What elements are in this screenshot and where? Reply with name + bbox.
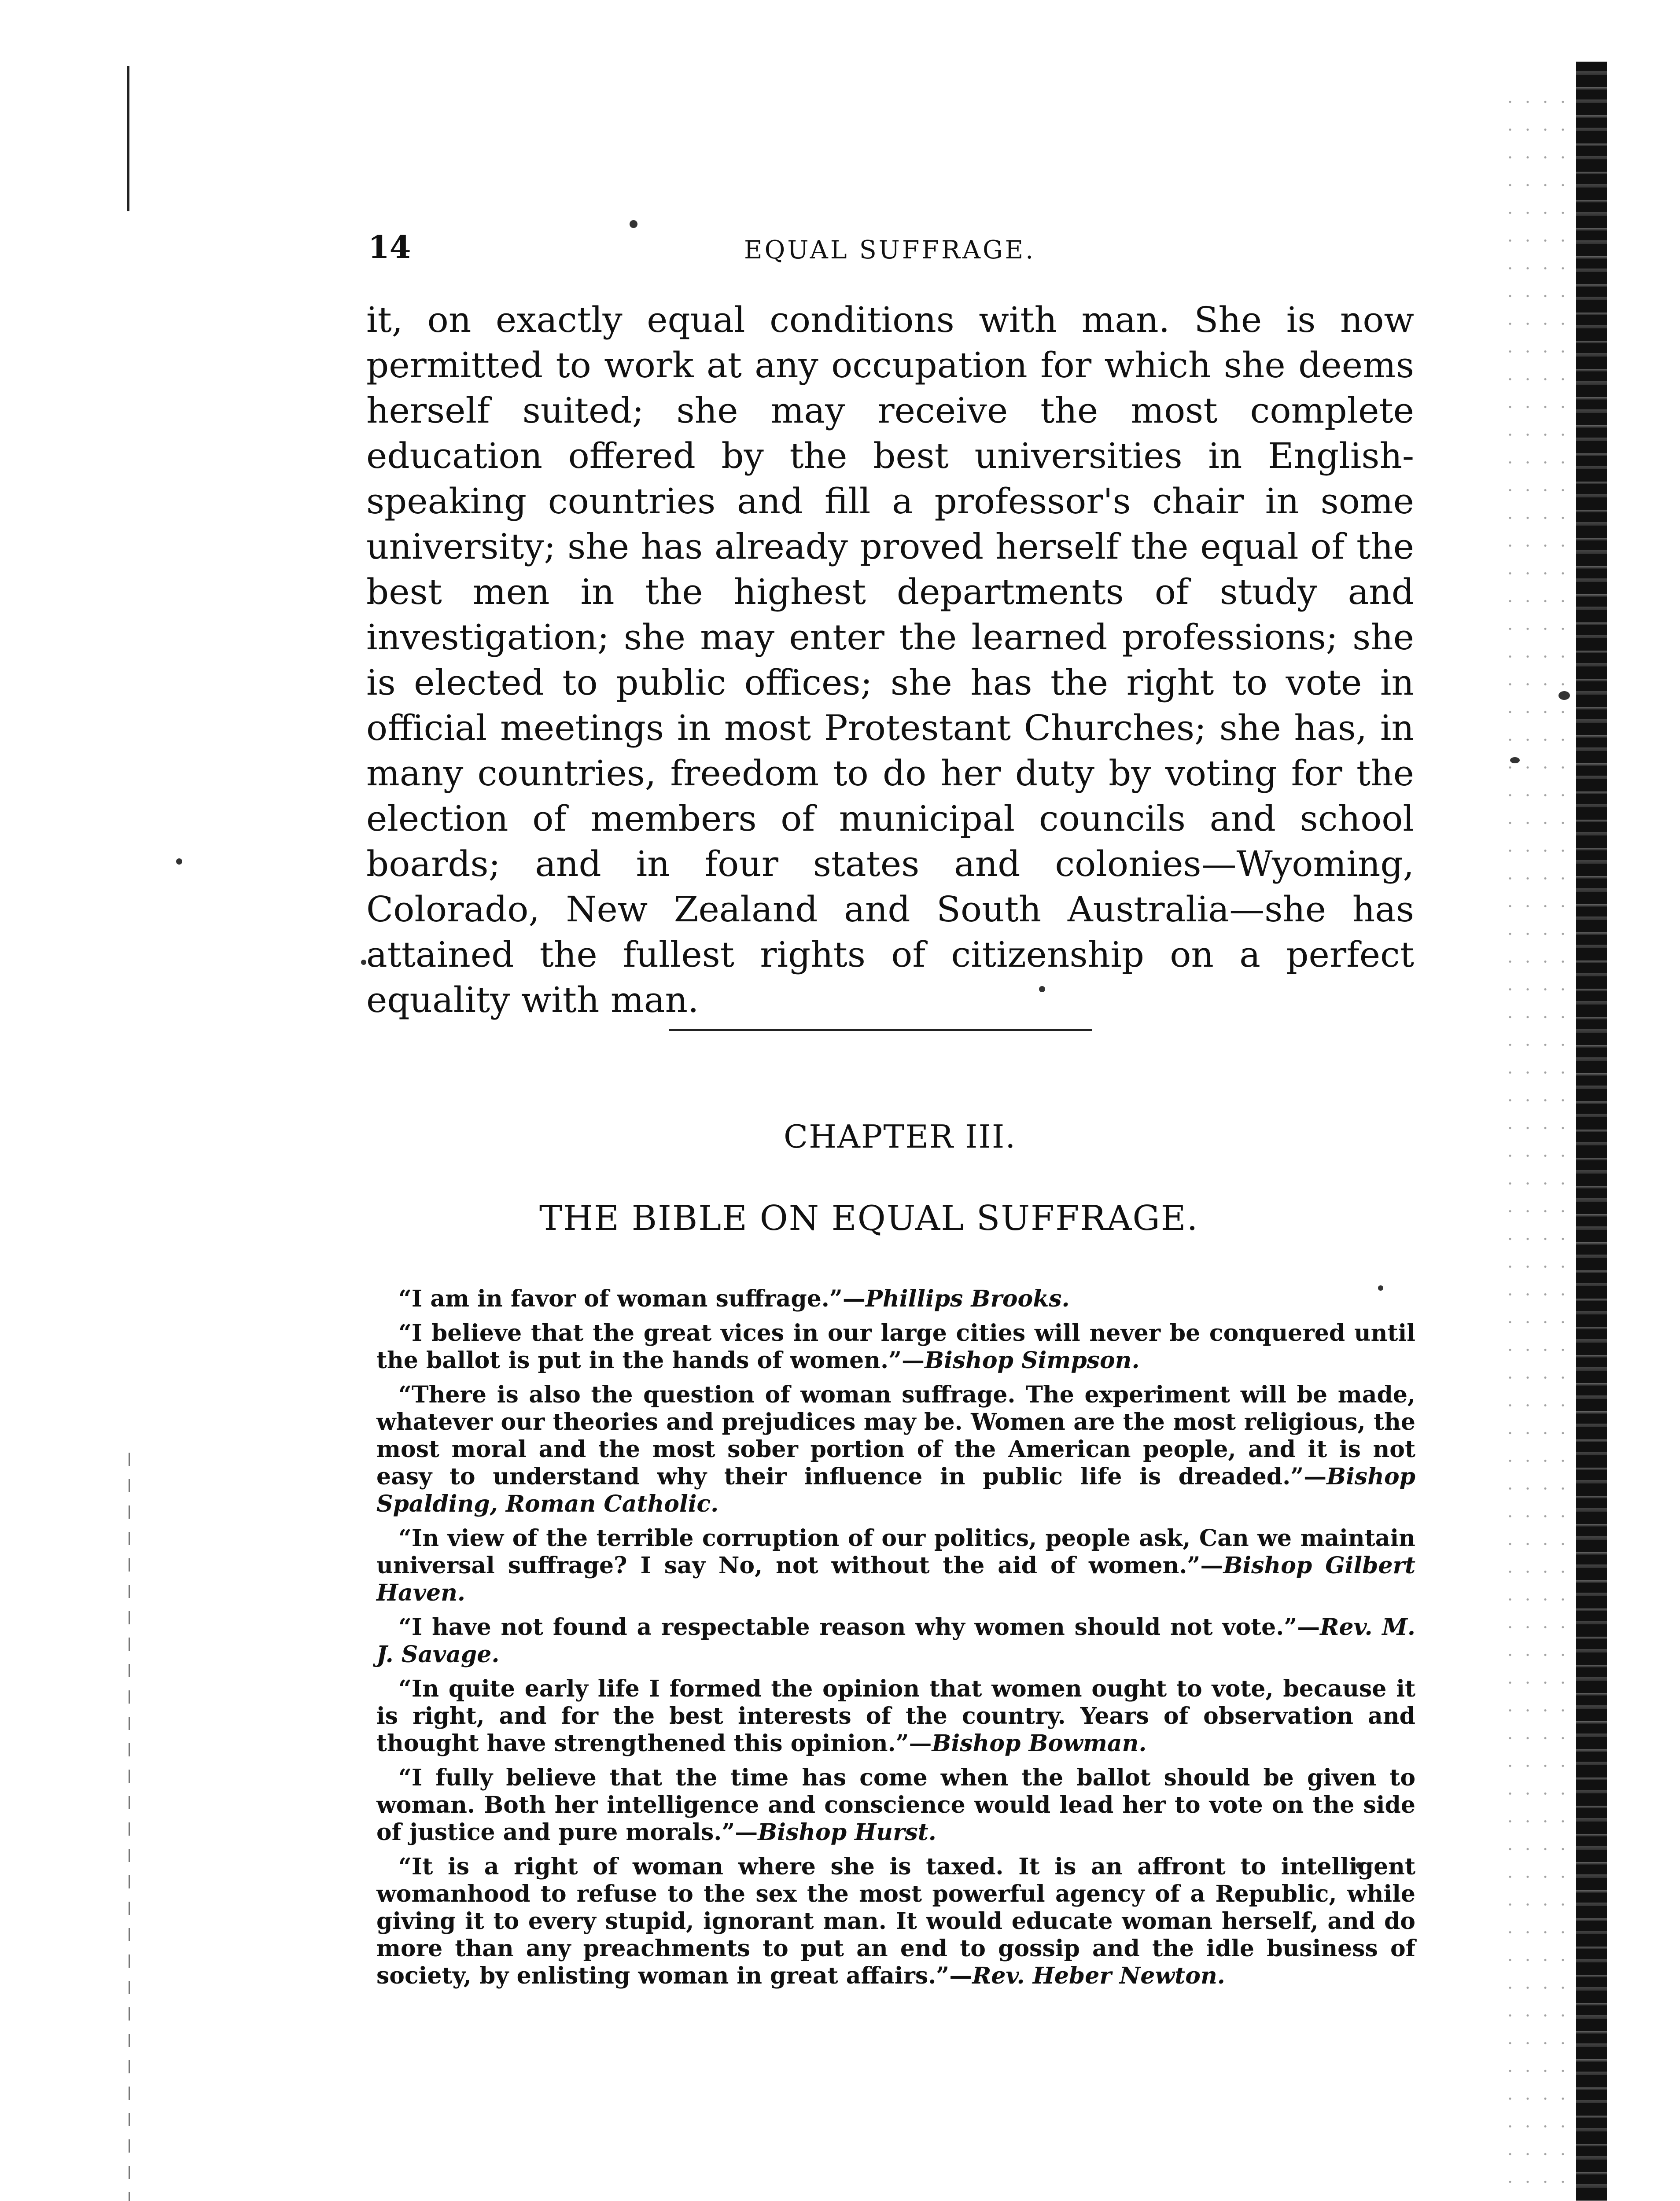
quote-attribution: Rev. Heber Newton. xyxy=(972,1962,1225,1989)
quote xyxy=(376,1614,1415,1668)
quote-attribution: Phillips Brooks. xyxy=(865,1285,1070,1312)
body-paragraph: it, on exactly equal conditions with man. She is now permitted to work at any occupation for which she deems herself suited; she may receive the most complete education offered by the best universities in English-speaking countries and fill a professor's chair in some university; she has already proved herself the equal of the best men in the highest departments of study and investigation; she may enter the learned professions; she is elected to public offices; she has the right to vote in official meetings in most Protestant Churches; she has, in many countries, freedom to do her duty by voting for the election of members of municipal councils and school boards; and in four states and colonies—Wyoming, Colorado, New Zealand and South Australia—she has attained the fullest rights of citizenship on a perfect equality with man. xyxy=(366,299,1414,1020)
quote-text: “I am in favor of woman suffrage.”— xyxy=(398,1285,866,1312)
scan-speck xyxy=(361,960,366,965)
scan-edge-left-lower xyxy=(129,1453,130,2201)
quotations xyxy=(376,1285,1415,1997)
scan-edge-left xyxy=(127,66,129,211)
quote xyxy=(376,1675,1415,1757)
running-head: EQUAL SUFFRAGE. xyxy=(744,236,1036,265)
scan-noise-right xyxy=(1501,88,1567,2201)
quote-text: “I have not found a respectable reason why women should not vote.”— xyxy=(398,1614,1320,1641)
quote-text: “I fully believe that the time has come when the ballot should be given to woman. Both her intelligence and conscience would lead her to vote on the side of justice and pure morals.”— xyxy=(376,1764,1415,1846)
scan-speck xyxy=(1510,757,1520,763)
scan-speck xyxy=(176,858,182,865)
quote-attribution: Bishop Gilbert Haven. xyxy=(376,1552,1415,1606)
quote-text: “There is also the question of woman suffrage. The experiment will be made, whatever our theories and prejudices may be. Women are the most religious, the most moral and the most sober portion of the American people, and it is not easy to understand why their influence in public life is dreaded.”— xyxy=(376,1381,1415,1490)
page-number: 14 xyxy=(368,229,411,265)
quote-text: “In view of the terrible corruption of our politics, people ask, Can we maintain universal suffrage? I say No, not without the aid of women.”— xyxy=(376,1525,1415,1579)
quote xyxy=(376,1525,1415,1607)
chapter-title: THE BIBLE ON EQUAL SUFFRAGE. xyxy=(539,1199,1199,1238)
section-divider xyxy=(669,1029,1092,1031)
scan-edge-right xyxy=(1576,62,1607,2201)
quote-text: “I believe that the great vices in our large cities will never be conquered until the ballot is put in the hands of women.”— xyxy=(376,1320,1415,1374)
quote xyxy=(376,1320,1415,1374)
quote xyxy=(376,1853,1415,1990)
scan-speck xyxy=(1558,691,1570,700)
quote xyxy=(376,1764,1415,1846)
quote xyxy=(376,1381,1415,1518)
quote-attribution: Bishop Bowman. xyxy=(932,1730,1147,1757)
quote-attribution: Rev. M. J. Savage. xyxy=(376,1614,1416,1668)
scan-speck xyxy=(630,220,637,228)
quote-attribution: Bishop Hurst. xyxy=(758,1819,936,1846)
chapter-heading: CHAPTER III. xyxy=(784,1118,1017,1155)
quote-attribution: Bishop Simpson. xyxy=(925,1347,1140,1374)
quote-text: “It is a right of woman where she is taxed. It is an affront to intelligent womanhood to refuse to the sex the most powerful agency of a Republic, while giving it to every stupid, ignorant man. It would educate woman herself, and do more than any preachments to put an end to gossip and the idle business of society, by enlisting woman in great affairs.”— xyxy=(376,1853,1415,1989)
quote-text: “In quite early life I formed the opinion that women ought to vote, because it is right, and for the best interests of the country. Years of observation and thought have strengthened this opinion.”— xyxy=(376,1675,1415,1757)
quote xyxy=(376,1285,1415,1313)
quote-attribution: Bishop Spalding, Roman Catholic. xyxy=(376,1463,1415,1517)
